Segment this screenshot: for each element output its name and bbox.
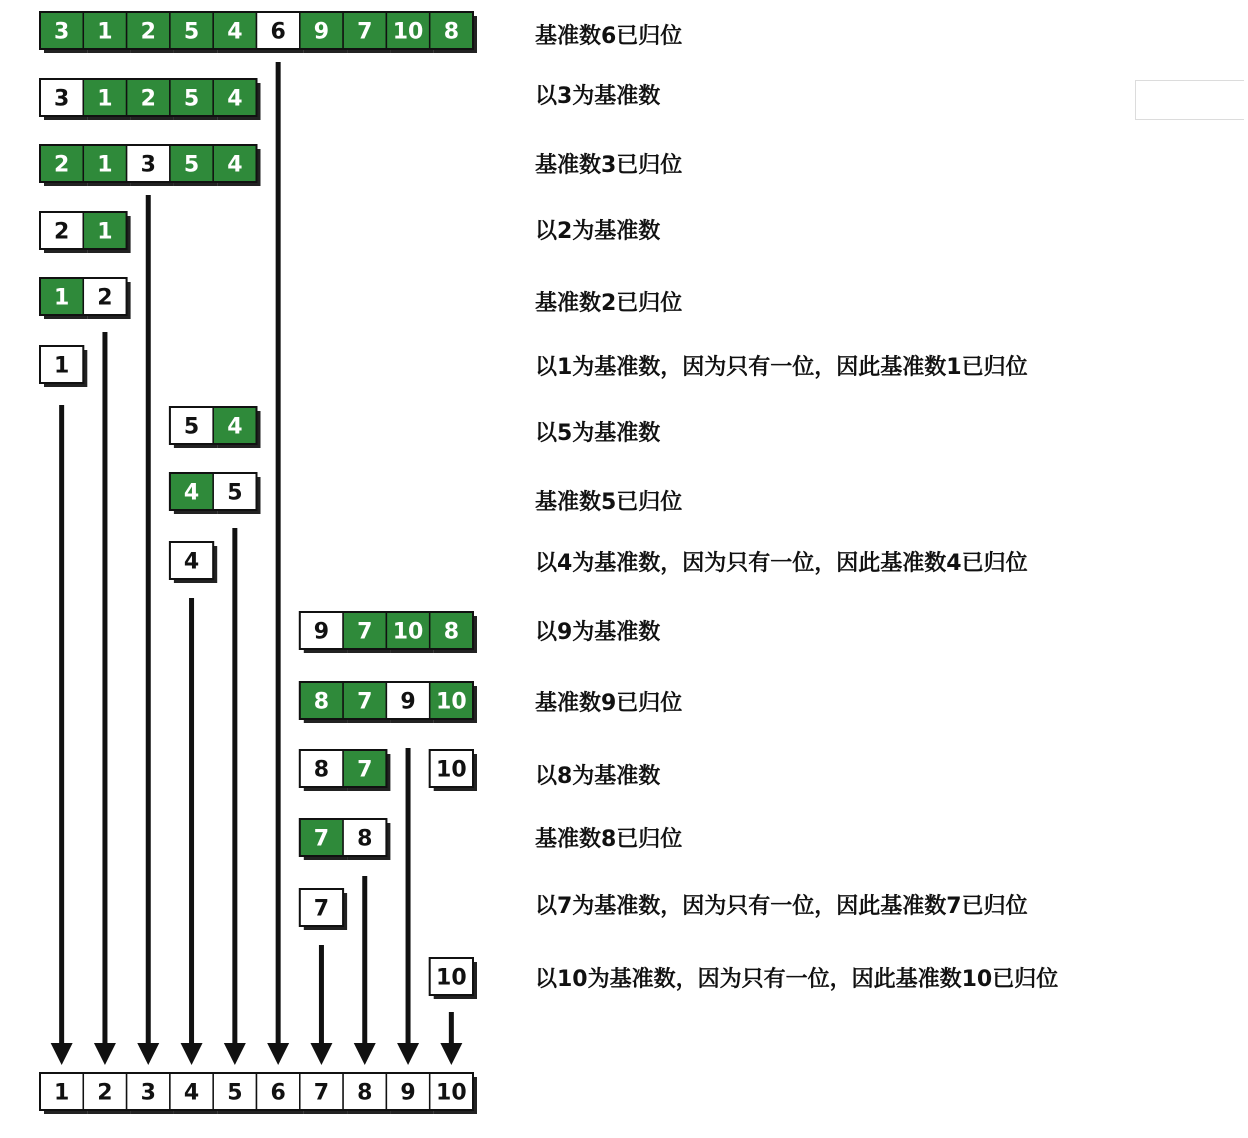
final-cell-9 <box>386 1073 433 1114</box>
caption-14: 以7为基准数，因为只有一位，因此基准数7已归位 <box>535 894 1028 919</box>
final-cell-7 <box>300 1073 347 1114</box>
row-2-cell-4 <box>170 79 217 120</box>
final-cell-3-label: 3 <box>140 1080 156 1106</box>
row-3-cell-3-label: 3 <box>140 152 156 178</box>
row-11-cell-3 <box>386 682 433 723</box>
arrow-4 <box>181 598 203 1065</box>
row-2-cell-3-label: 2 <box>140 86 156 112</box>
caption-15: 以10为基准数，因为只有一位，因此基准数10已归位 <box>535 967 1059 992</box>
row-4-cell-2 <box>83 212 130 253</box>
arrow-7-head <box>310 1043 332 1065</box>
final-cell-1 <box>40 1073 87 1114</box>
row-3-cell-1-label: 2 <box>53 152 70 178</box>
row-12-extra-cell <box>430 750 477 791</box>
row-1-cell-4 <box>170 12 217 53</box>
arrow-9-head <box>397 1043 419 1065</box>
arrow-7 <box>310 945 332 1065</box>
row-1-cell-6 <box>257 12 304 53</box>
arrow-8 <box>354 876 376 1065</box>
caption-11: 基准数9已归位 <box>535 691 683 716</box>
row-13-cell-2 <box>343 819 390 860</box>
final-cell-9-label: 9 <box>400 1080 416 1106</box>
caption-1: 基准数6已归位 <box>535 24 683 49</box>
row-15-cell-1 <box>430 958 477 999</box>
row-13-cell-1-label: 7 <box>313 826 330 852</box>
row-8-cell-2-label: 5 <box>227 480 243 506</box>
row-8-cell-2 <box>213 473 260 514</box>
caption-7: 以5为基准数 <box>535 421 661 446</box>
row-11-cell-3-label: 9 <box>400 689 416 715</box>
row-1-cell-10 <box>430 12 477 53</box>
row-4-cell-1-label: 2 <box>53 219 70 245</box>
final-cell-8-label: 8 <box>357 1080 373 1106</box>
row-1-cell-9-label: 10 <box>392 19 424 45</box>
row-3-cell-5-label: 4 <box>227 152 243 178</box>
arrow-5-head <box>224 1043 246 1065</box>
caption-12: 以8为基准数 <box>535 764 661 789</box>
arrow-6-head <box>267 1043 289 1065</box>
row-10-cell-2-label: 7 <box>357 619 373 645</box>
arrow-2-head <box>94 1043 116 1065</box>
caption-3: 基准数3已归位 <box>535 153 683 178</box>
row-1-cell-4-label: 5 <box>183 19 200 45</box>
row-2-cell-1-label: 3 <box>53 86 70 112</box>
row-5-cell-1-label: 1 <box>53 285 70 311</box>
row-14-cell-1 <box>300 889 347 930</box>
caption-9: 以4为基准数，因为只有一位，因此基准数4已归位 <box>535 551 1028 576</box>
row-10-cell-1-label: 9 <box>313 619 330 645</box>
final-cell-6 <box>257 1073 304 1114</box>
row-9-cell-1 <box>170 542 217 583</box>
row-12-extra-cell-label: 10 <box>436 757 467 783</box>
row-1-cell-1-label: 3 <box>53 19 70 45</box>
row-8-cell-1-label: 4 <box>183 480 200 506</box>
row-7-cell-1-label: 5 <box>183 414 200 440</box>
final-cell-8 <box>343 1073 390 1114</box>
row-14-cell-1-label: 7 <box>313 896 330 922</box>
row-2-cell-5 <box>213 79 260 120</box>
arrow-1-head <box>51 1043 73 1065</box>
final-cell-5-label: 5 <box>227 1080 243 1106</box>
arrow-3 <box>137 195 159 1065</box>
final-cell-4-label: 4 <box>183 1080 200 1106</box>
row-1-cell-10-label: 8 <box>443 19 460 45</box>
arrow-10 <box>440 1012 462 1065</box>
row-10-cell-3-label: 10 <box>392 619 424 645</box>
caption-4: 以2为基准数 <box>535 219 661 244</box>
row-1-cell-2-label: 1 <box>97 19 113 45</box>
arrow-9 <box>397 748 419 1065</box>
row-1-cell-8-label: 7 <box>357 19 373 45</box>
row-5-cell-2-label: 2 <box>97 285 113 311</box>
caption-10: 以9为基准数 <box>535 620 661 645</box>
row-11-cell-4 <box>430 682 477 723</box>
row-2-cell-4-label: 5 <box>183 86 200 112</box>
row-10-cell-1 <box>300 612 347 653</box>
final-cell-4 <box>170 1073 217 1114</box>
row-1-cell-1 <box>40 12 87 53</box>
arrow-10-head <box>440 1043 462 1065</box>
final-cell-10 <box>430 1073 477 1114</box>
row-1-cell-9 <box>386 12 433 53</box>
row-12-cell-1-label: 8 <box>313 757 330 783</box>
caption-8: 基准数5已归位 <box>535 490 683 515</box>
row-1-cell-5 <box>213 12 260 53</box>
arrow-5 <box>224 528 246 1065</box>
row-10-cell-4-label: 8 <box>443 619 460 645</box>
row-6-cell-1-label: 1 <box>53 353 70 379</box>
row-12-cell-1 <box>300 750 347 791</box>
row-9-cell-1-label: 4 <box>183 549 200 575</box>
row-1-cell-3 <box>127 12 174 53</box>
final-cell-1-label: 1 <box>53 1080 70 1106</box>
row-4-cell-2-label: 1 <box>97 219 113 245</box>
row-7-cell-2 <box>213 407 260 448</box>
row-2-cell-2-label: 1 <box>97 86 113 112</box>
caption-6: 以1为基准数，因为只有一位，因此基准数1已归位 <box>535 355 1028 380</box>
row-8-cell-1 <box>170 473 217 514</box>
final-cell-6-label: 6 <box>270 1080 286 1106</box>
final-cell-10-label: 10 <box>436 1080 467 1106</box>
row-11-cell-1-label: 8 <box>313 689 330 715</box>
row-3-cell-5 <box>213 145 260 186</box>
row-1-cell-3-label: 2 <box>140 19 156 45</box>
row-11-cell-2-label: 7 <box>357 689 373 715</box>
row-1-cell-6-label: 6 <box>270 19 286 45</box>
row-11-cell-1 <box>300 682 347 723</box>
row-2-cell-1 <box>40 79 87 120</box>
row-11-cell-4-label: 10 <box>436 689 467 715</box>
final-cell-5 <box>213 1073 260 1114</box>
row-3-cell-2 <box>83 145 130 186</box>
row-2-cell-2 <box>83 79 130 120</box>
row-12-cell-2-label: 7 <box>357 757 373 783</box>
caption-5: 基准数2已归位 <box>535 291 683 316</box>
final-cell-3 <box>127 1073 174 1114</box>
row-1-cell-8 <box>343 12 390 53</box>
arrow-4-head <box>181 1043 203 1065</box>
row-15-cell-1-label: 10 <box>436 965 467 991</box>
final-cell-7-label: 7 <box>313 1080 330 1106</box>
row-10-cell-4 <box>430 612 477 653</box>
row-2-cell-3 <box>127 79 174 120</box>
row-3-cell-1 <box>40 145 87 186</box>
caption-2: 以3为基准数 <box>535 84 661 109</box>
row-1-cell-7-label: 9 <box>313 19 330 45</box>
arrow-8-head <box>354 1043 376 1065</box>
row-13-cell-2-label: 8 <box>357 826 373 852</box>
arrow-3-head <box>137 1043 159 1065</box>
arrow-2 <box>94 332 116 1065</box>
arrow-6 <box>267 62 289 1065</box>
row-3-cell-4-label: 5 <box>183 152 200 178</box>
arrow-1 <box>51 405 73 1065</box>
row-3-cell-2-label: 1 <box>97 152 113 178</box>
row-1-cell-5-label: 4 <box>227 19 243 45</box>
row-1-cell-7 <box>300 12 347 53</box>
row-11-cell-2 <box>343 682 390 723</box>
row-5-cell-2 <box>83 278 130 319</box>
row-4-cell-1 <box>40 212 87 253</box>
row-10-cell-3 <box>386 612 433 653</box>
row-13-cell-1 <box>300 819 347 860</box>
row-12-cell-2 <box>343 750 390 791</box>
final-cell-2-label: 2 <box>97 1080 113 1106</box>
row-10-cell-2 <box>343 612 390 653</box>
final-cell-2 <box>83 1073 130 1114</box>
row-6-cell-1 <box>40 346 87 387</box>
caption-13: 基准数8已归位 <box>535 827 683 852</box>
empty-frame <box>1135 80 1244 120</box>
row-3-cell-3 <box>127 145 174 186</box>
row-1-cell-2 <box>83 12 130 53</box>
row-7-cell-1 <box>170 407 217 448</box>
row-2-cell-5-label: 4 <box>227 86 243 112</box>
row-5-cell-1 <box>40 278 87 319</box>
row-7-cell-2-label: 4 <box>227 414 243 440</box>
row-3-cell-4 <box>170 145 217 186</box>
